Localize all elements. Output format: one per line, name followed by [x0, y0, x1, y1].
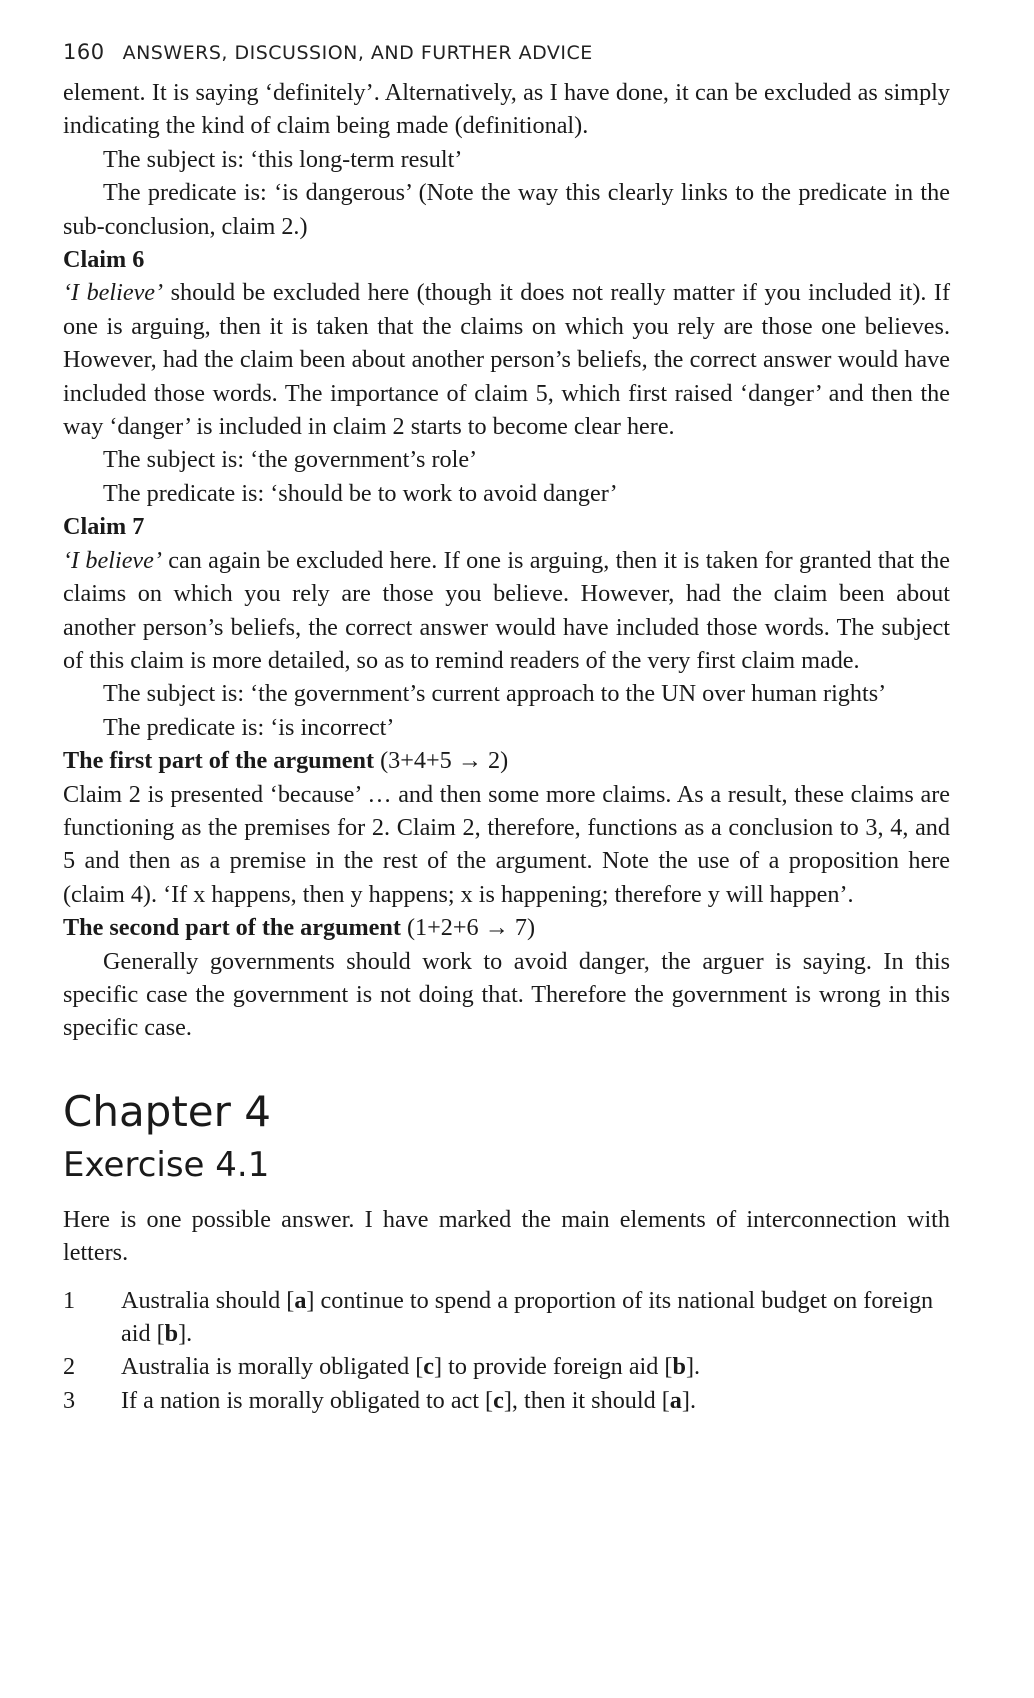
claim5-predicate: The predicate is: ‘is dangerous’ (Note the way this clearly links to the predicate in the sub-conclusion, claim 2.) [63, 179, 950, 240]
letter-marker: a [294, 1286, 307, 1314]
exercise-intro: Here is one possible answer. I have marked the main elements of interconnection with letters. [63, 1205, 950, 1267]
letter-marker: a [669, 1386, 682, 1414]
list-item [63, 1384, 950, 1417]
list-item [63, 1350, 950, 1383]
text-run: ] to provide foreign aid [ [434, 1353, 673, 1381]
book-page [63, 40, 950, 1417]
claim7-italic-lead: ‘I believe’ [63, 546, 162, 574]
list-item-text [121, 1284, 950, 1351]
claim7-text: can again be excluded here. If one is arguing, then it is taken for granted that the claims on which you rely are those you believe. However, had the claim been about another person’s beliefs, the correct answer would have included those words. The subject of this claim is more detailed, so as to remind readers of the very first claim made. [63, 546, 951, 674]
claim7-heading: Claim 7 [63, 513, 145, 541]
claim6-text: should be excluded here (though it does not really matter if you included it). If one is arguing, then it is taken that the claims on which you rely are those one believes. However, had the claim been about another person’s beliefs, the correct answer would have included those words. The importance of claim 5, which first raised ‘danger’ and then the way ‘danger’ is included in claim 2 starts to become clear here. [63, 279, 950, 441]
claim6-subject: The subject is: ‘the government’s role’ [103, 446, 478, 474]
letter-marker: c [493, 1386, 504, 1414]
text-run: ]. [178, 1320, 193, 1347]
list-item-text [121, 1384, 950, 1417]
letter-marker: c [423, 1353, 435, 1381]
text-run: Australia should [ [121, 1286, 295, 1314]
letter-marker: b [164, 1320, 179, 1347]
text-run: ] continue to spend a proportion of its national budget on foreign aid [ [121, 1286, 934, 1347]
claim7-body [63, 544, 950, 678]
body-text [63, 76, 950, 1045]
claim6-predicate: The predicate is: ‘should be to work to avoid danger’ [103, 479, 618, 507]
second-part-body: Generally governments should work to avoid danger, the arguer is saying. In this specific case the government is not doing that. Therefore the government is wrong in this specific case. [63, 947, 950, 1042]
text-run: ]. [681, 1386, 696, 1414]
first-part-title: The first part of the argument [63, 747, 375, 775]
list-item-text [121, 1350, 950, 1383]
text-run: ]. [685, 1353, 701, 1381]
list-item-number: 2 [63, 1353, 76, 1381]
first-part-body: Claim 2 is presented ‘because’ … and then some more claims. As a result, these claims are functioning as the premises for 2. Claim 2, therefore, functions as a conclusion to 3, 4, and 5 and then as a premise in the rest of the argument. Note the use of a proposition here (claim 4). ‘If x happens, then y happens; x is happening; therefore y will happen’. [63, 780, 950, 908]
page-number: 160 [63, 40, 105, 64]
claim5-subject: The subject is: ‘this long-term result’ [103, 145, 463, 173]
list-item-number: 3 [63, 1386, 76, 1414]
exercise-body [63, 1203, 950, 1417]
claim7-predicate: The predicate is: ‘is incorrect’ [103, 713, 395, 741]
running-title: ANSWERS, DISCUSSION, AND FURTHER ADVICE [122, 42, 593, 64]
list-item [63, 1284, 950, 1351]
claims-list [63, 1284, 950, 1418]
letter-marker: b [672, 1353, 686, 1381]
paragraph-continuation: element. It is saying ‘definitely’. Alternatively, as I have done, it can be excluded as simply indicating the kind of claim being made (definitional). [63, 79, 950, 140]
first-part-heading [63, 744, 950, 777]
running-header [63, 40, 950, 64]
list-item-number: 1 [63, 1286, 76, 1314]
text-run: If a nation is morally obligated to act [ [121, 1386, 494, 1414]
first-part-formula: (3+4+5 → 2) [374, 747, 509, 775]
second-part-formula: (1+2+6 → 7) [400, 914, 536, 942]
text-run: Australia is morally obligated [ [121, 1353, 424, 1381]
second-part-title: The second part of the argument [63, 914, 401, 942]
text-run: ], then it should [ [503, 1386, 670, 1414]
chapter-title: Chapter 4 [63, 1086, 271, 1136]
claim7-subject: The subject is: ‘the government’s current approach to the UN over human rights’ [103, 680, 887, 708]
claim6-heading: Claim 6 [63, 246, 145, 274]
exercise-title: Exercise 4.1 [63, 1144, 270, 1185]
second-part-heading [63, 911, 950, 944]
claim6-italic-lead: ‘I believe’ [63, 279, 164, 307]
claim6-body [63, 276, 950, 443]
